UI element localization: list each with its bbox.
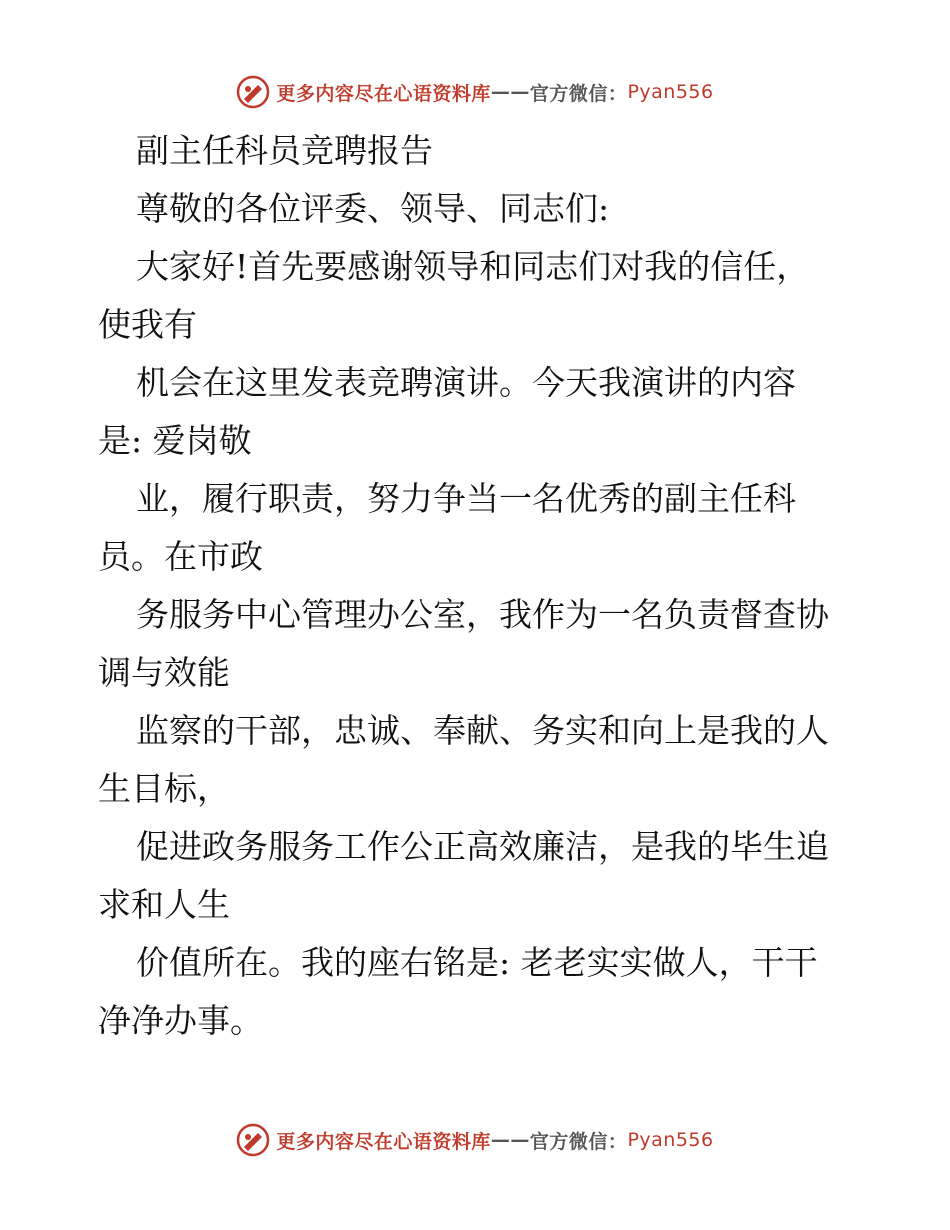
document-line: 大家好!首先要感谢领导和同志们对我的信任， [136, 247, 810, 286]
document-line: 使我有 [98, 305, 197, 344]
brand-logo-icon [236, 1123, 270, 1157]
document-line: 监察的干部，忠诚、奉献、务实和向上是我的人 [136, 711, 829, 750]
document-line: 员。在市政 [98, 537, 263, 576]
banner-dash: —— [490, 1129, 530, 1151]
document-body [98, 122, 858, 1050]
header-watermark-banner [0, 72, 950, 112]
footer-watermark-banner [0, 1120, 950, 1160]
document-line: 促进政务服务工作公正高效廉洁，是我的毕生追 [136, 827, 829, 866]
banner-sub-text: 官方微信： [529, 1130, 628, 1153]
document-lines [98, 180, 858, 1050]
document-line: 务服务中心管理办公室，我作为一名负责督查协 [136, 595, 829, 634]
document-line: 尊敬的各位评委、领导、同志们: [136, 189, 610, 228]
document-line: 净净办事。 [98, 1001, 263, 1040]
banner-sub-text: 官方微信： [529, 82, 628, 105]
banner-wechat-id: Pyan556 [627, 1129, 714, 1151]
document-line: 机会在这里发表竞聘演讲。今天我演讲的内容 [136, 363, 796, 402]
banner-wechat-id: Pyan556 [627, 81, 714, 103]
document-line: 是: 爱岗敬 [98, 421, 252, 460]
document-line: 调与效能 [98, 653, 230, 692]
document-title: 副主任科员竞聘报告 [136, 131, 433, 170]
document-line: 业，履行职责，努力争当一名优秀的副主任科 [136, 479, 796, 518]
banner-main-text: 更多内容尽在心语资料库 [276, 1130, 491, 1153]
banner-dash: —— [490, 81, 530, 103]
document-line: 价值所在。我的座右铭是: 老老实实做人，干干 [136, 943, 818, 982]
document-line: 求和人生 [98, 885, 230, 924]
document-line: 生目标， [98, 769, 230, 808]
banner-main-text: 更多内容尽在心语资料库 [276, 82, 491, 105]
brand-logo-icon [236, 75, 270, 109]
